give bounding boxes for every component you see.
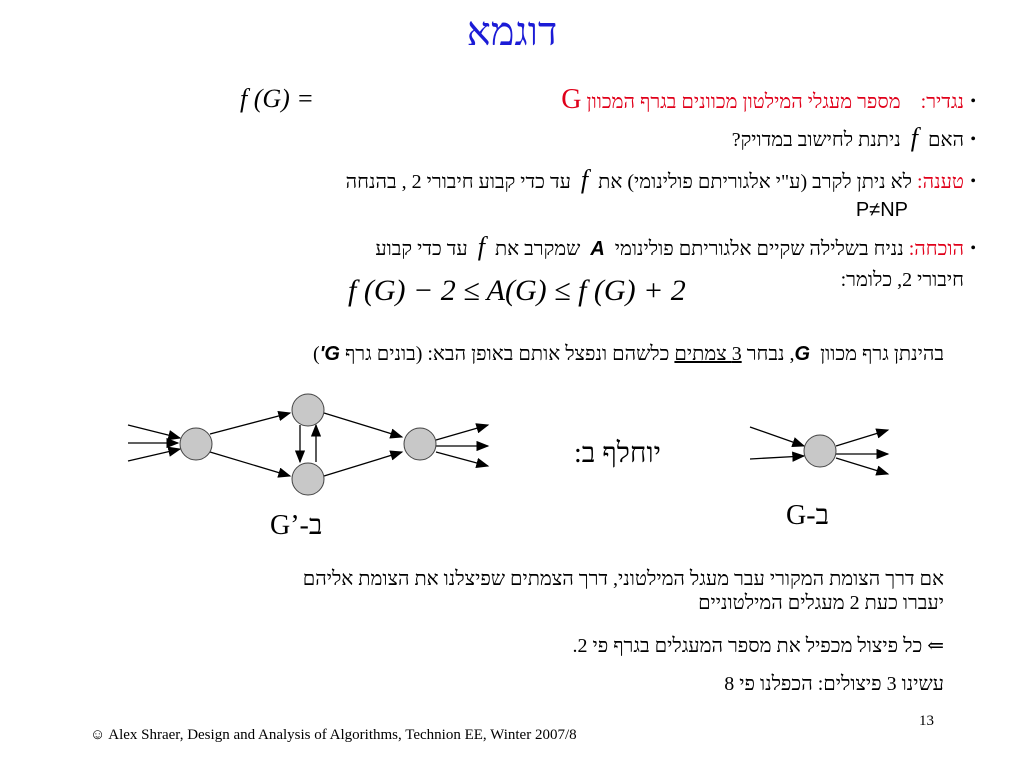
claim-assumption: P≠NP bbox=[855, 199, 908, 221]
original-graph-caption: ב-G bbox=[786, 500, 830, 531]
bullet-dot: • bbox=[970, 173, 976, 190]
conclusion-2 bbox=[572, 634, 944, 658]
construction-underlined: 3 צמתים bbox=[674, 343, 742, 365]
conclusion-1-line1: אם דרך הצומת המקורי עבר מעגל המילטוני, דרך הצמתים שפיצלנו את הצומת אליהם bbox=[302, 568, 944, 590]
algorithm-symbol: A bbox=[590, 238, 605, 260]
approximation-inequality: f (G) − 2 ≤ A(G) ≤ f (G) + 2 bbox=[348, 274, 686, 307]
bullet-dot: • bbox=[970, 93, 976, 110]
conclusion-3: עשינו 3 פיצולים: הכפלנו פי 8 bbox=[724, 673, 944, 695]
f-symbol: f bbox=[580, 165, 589, 194]
construction-a: בהינתן גרף מכוון bbox=[820, 343, 944, 365]
original-node-graph bbox=[750, 427, 888, 474]
slide-title: דוגמא bbox=[466, 9, 558, 54]
definition-label: נגדיר: bbox=[920, 91, 964, 113]
page-number: 13 bbox=[919, 713, 934, 729]
construction-d: ) bbox=[312, 343, 320, 365]
graph-Gprime: G' bbox=[319, 343, 340, 365]
f-symbol: f bbox=[910, 123, 918, 152]
node bbox=[292, 394, 324, 426]
node bbox=[404, 428, 436, 460]
footer-credit: ☺ Alex Shraer, Design and Analysis of Algorithms, Technion EE, Winter 2007/8 bbox=[90, 727, 577, 743]
definition-formula: f (G) = bbox=[240, 84, 314, 113]
proof-label: הוכחה: bbox=[908, 238, 964, 260]
split-graph-caption: ב-’G bbox=[270, 510, 323, 541]
implies-arrow: ⇐ bbox=[927, 635, 944, 657]
bullet-dot: • bbox=[970, 240, 976, 257]
replace-label: יוחלף ב: bbox=[574, 438, 661, 469]
definition-text: מספר מעגלי המילטון מכוונים בגרף המכוון bbox=[586, 91, 901, 113]
node bbox=[292, 463, 324, 495]
f-symbol: f bbox=[477, 232, 485, 261]
node bbox=[804, 435, 836, 467]
graph-G: G bbox=[794, 343, 811, 365]
proof-text-a: נניח בשלילה שקיים אלגוריתם פולינומי bbox=[614, 238, 904, 260]
claim-text-a: לא ניתן לקרב (ע"י אלגוריתם פולינומי) את bbox=[598, 171, 913, 193]
claim-text-b: עד כדי קבוע חיבורי 2 , בהנחה bbox=[345, 171, 571, 193]
conclusion-1 bbox=[303, 567, 944, 615]
construction-c: כלשהם ונפצל אותם באופן הבא: (בונים גרף bbox=[344, 343, 670, 365]
construction-b: , נבחר bbox=[746, 343, 795, 365]
graph-symbol: G bbox=[561, 84, 582, 115]
bullet-dot: • bbox=[970, 131, 976, 148]
claim-label: טענה: bbox=[917, 171, 964, 193]
question-before: האם bbox=[928, 129, 964, 151]
proof-text-b: שמקרב את bbox=[494, 238, 581, 260]
node bbox=[180, 428, 212, 460]
proof-line2: חיבורי 2, כלומר: bbox=[840, 269, 964, 291]
split-graph bbox=[128, 394, 488, 495]
conclusion-2-text: כל פיצול מכפיל את מספר המעגלים בגרף פי 2. bbox=[572, 635, 923, 657]
conclusion-1-line2: יעברו כעת 2 מעגלים המילטוניים bbox=[698, 592, 944, 614]
question-after: ניתנת לחישוב במדויק? bbox=[731, 129, 901, 151]
proof-text-c: עד כדי קבוע bbox=[375, 238, 468, 260]
